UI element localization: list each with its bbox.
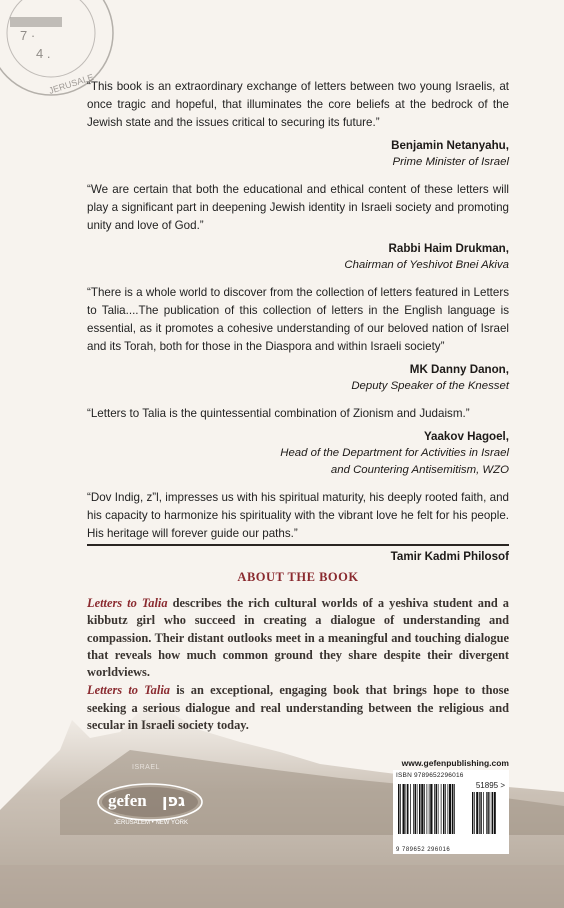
endorsement-quote: “This book is an extraordinary exchange of letters between two young Israelis, at once tragic and hopeful, that illuminates the core beliefs at the bedrock of the Jewish state and the issues critical to securing its future.” — [87, 80, 509, 129]
publisher-name: gefen — [108, 791, 147, 810]
barcode-bar — [419, 784, 421, 834]
endorser-title: Head of the Department for Activities in Israel — [280, 447, 509, 459]
isbn-text: ISBN 9789652296016 — [396, 772, 464, 779]
gefen-logo-icon — [88, 764, 216, 830]
barcode-bar — [400, 784, 401, 834]
endorser-name: Yaakov Hagoel, — [423, 430, 509, 443]
endorser-title: Chairman of Yeshivot Bnei Akiva — [344, 259, 509, 271]
about-text: describes the rich cultural worlds of a yeshiva student and a kibbutz girl who succeed in creating a dialogue of understanding and compassion. Their distant outlooks meet in a meaningful and touching dialogue that reveals how much common ground they share despite their divergent worldviews. — [87, 596, 509, 680]
svg-text:7 ·: 7 · — [20, 28, 36, 43]
barcode-bar — [443, 784, 445, 834]
about-paragraph-1 — [87, 595, 509, 681]
price-code: 51895 > — [475, 781, 505, 790]
publisher-hebrew-name: גפן — [162, 791, 186, 810]
about-paragraph-2 — [87, 682, 509, 734]
section-divider — [87, 544, 509, 546]
barcode-bar — [445, 784, 446, 834]
price-barcode-bar — [480, 792, 481, 834]
barcode-bar — [430, 784, 432, 834]
svg-text:4 .: 4 . — [36, 46, 51, 61]
endorser-name: Tamir Kadmi Philosof — [390, 550, 509, 563]
price-barcode-bar — [479, 792, 480, 834]
endorsement-quote: “Letters to Talia is the quintessential combination of Zionism and Judaism.” — [87, 407, 470, 420]
barcode-bar — [429, 784, 430, 834]
price-barcode-bar — [492, 792, 493, 834]
barcode-bar — [417, 784, 418, 834]
barcode-bar — [415, 784, 417, 834]
price-barcode-bar — [483, 792, 484, 834]
endorser-title: Prime Minister of Israel — [392, 156, 509, 168]
endorsement-attribution — [87, 240, 509, 274]
barcode-bar — [427, 784, 428, 834]
barcode-bar — [413, 784, 414, 834]
price-barcode-bar — [494, 792, 496, 834]
about-text: is an exceptional, engaging book that brings hope to those seeking a serious dialogue and real understanding between the religious and secular in Israeli society today. — [87, 683, 509, 733]
barcode-bar — [410, 784, 411, 834]
price-barcode-bar — [474, 792, 475, 834]
price-barcode-bar — [472, 792, 473, 834]
publisher-url: www.gefenpublishing.com — [401, 758, 509, 768]
barcode-bar — [406, 784, 407, 834]
price-barcode-bar — [490, 792, 491, 834]
barcode-bar — [454, 784, 455, 834]
endorsement-quote: “There is a whole world to discover from the collection of letters featured in Letters to Talia....The publication of this collection of letters in the English language is essential, as it promotes a cohesive understanding of our beloved nation of Israel and its Torah, both for those in the Diaspora and within Israeli society” — [87, 286, 509, 353]
endorsement-attribution — [87, 428, 509, 479]
endorser-title-line2: and Countering Antisemitism, WZO — [330, 464, 509, 476]
price-barcode-bar — [476, 792, 478, 834]
endorser-name: Benjamin Netanyahu, — [391, 139, 509, 152]
book-title: Letters to Talia — [87, 596, 168, 610]
barcode-bar — [448, 784, 449, 834]
barcode-bar — [424, 784, 425, 834]
barcode-number: 9 789652 296016 — [396, 847, 451, 853]
barcode-bar — [441, 784, 442, 834]
endorsement-quote: “Dov Indig, z”l, impresses us with his spiritual maturity, his deeply rooted faith, and his capacity to harmonize his spirituality with the vibrant love he felt for his people. His heritage will forever guide our paths.” — [87, 491, 509, 540]
barcode-bar — [407, 784, 409, 834]
barcode-box — [393, 770, 509, 854]
barcode-bar — [434, 784, 435, 834]
about-section — [87, 595, 509, 735]
barcode-bar — [436, 784, 438, 834]
barcode-bar — [438, 784, 439, 834]
endorser-name: MK Danny Danon, — [409, 363, 509, 376]
about-heading: ABOUT THE BOOK — [237, 570, 359, 584]
barcode-bar — [452, 784, 454, 834]
barcode-bar — [403, 784, 405, 834]
endorsement-quote: “We are certain that both the educational and ethical content of these letters will play a significant part in deepening Jewish identity in Israeli society and promoting unity and love of God.” — [87, 183, 509, 232]
barcode-bar — [421, 784, 423, 834]
publisher-cities: JERUSALEM • NEW YORK — [114, 820, 189, 826]
publisher-logo — [88, 764, 216, 830]
endorser-title: Deputy Speaker of the Knesset — [351, 380, 509, 392]
price-barcode-bar — [487, 792, 488, 834]
endorser-name: Rabbi Haim Drukman, — [388, 242, 509, 255]
endorsement-attribution — [87, 361, 509, 395]
barcode-area — [393, 758, 509, 854]
endorsements-section — [87, 78, 509, 575]
endorsement-attribution — [87, 137, 509, 171]
publisher-country: ISRAEL — [132, 764, 160, 771]
barcode-bar — [449, 784, 451, 834]
book-title: Letters to Talia — [87, 683, 170, 698]
barcode-bar — [398, 784, 400, 834]
svg-text:JERUSALE: JERUSALE — [47, 72, 95, 96]
endorsement-attribution — [87, 548, 509, 565]
price-barcode-bar — [486, 792, 487, 834]
